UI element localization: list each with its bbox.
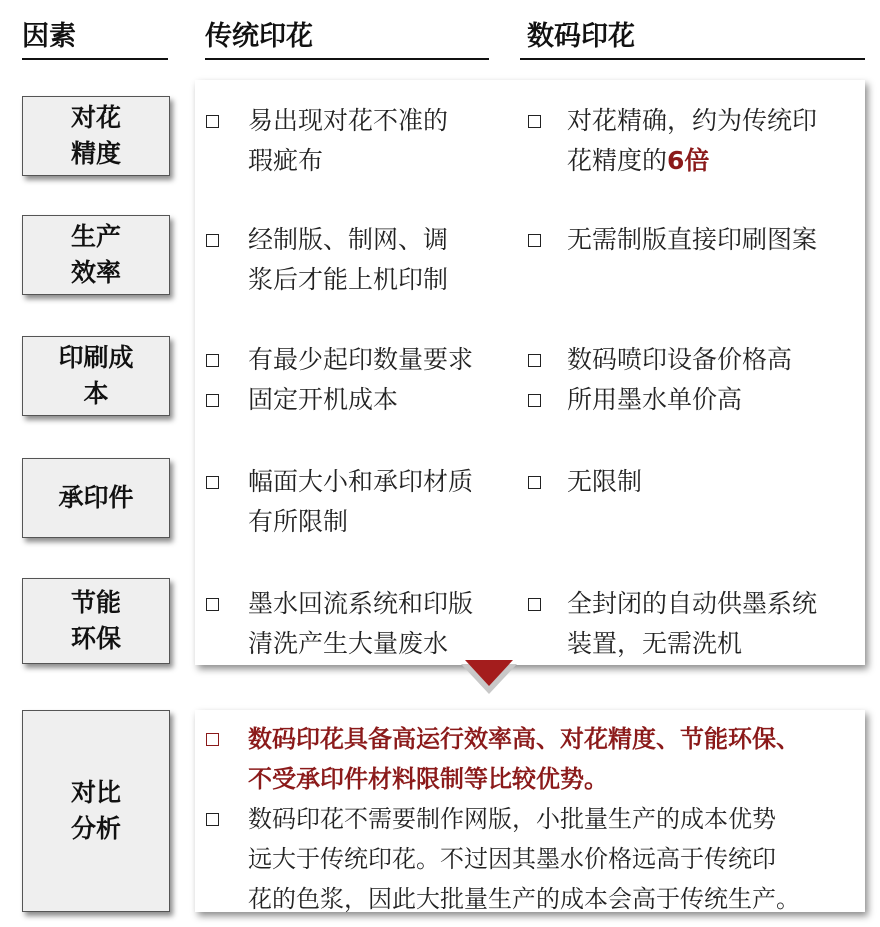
factor-printing-cost: 印刷成 本: [22, 336, 170, 416]
digital-item: 所用墨水单价高: [567, 385, 743, 414]
factor-energy-environment: 节能 环保: [22, 578, 170, 664]
traditional-item: 墨水回流系统和印版: [248, 589, 474, 618]
factor-production-efficiency: 生产 效率: [22, 215, 170, 295]
highlight-six-times: 6倍: [667, 146, 710, 175]
header-traditional: 传统印花: [205, 21, 313, 52]
analysis-point-2: 数码印花不需要制作网版，小批量生产的成本优势: [248, 805, 776, 833]
traditional-item: 幅面大小和承印材质: [248, 467, 474, 496]
digital-item: 数码喷印设备价格高: [567, 345, 793, 374]
digital-item-text: 花精度的: [567, 146, 668, 175]
traditional-item: 有最少起印数量要求: [248, 345, 474, 374]
bullet-checkbox: [206, 598, 219, 611]
bullet-checkbox: [528, 476, 541, 489]
traditional-item: 易出现对花不准的: [248, 106, 449, 135]
analysis-point-2: 远大于传统印花。不过因其墨水价格远高于传统印: [248, 845, 776, 873]
traditional-item: 浆后才能上机印制: [248, 265, 449, 294]
analysis-point-1: 数码印花具备高运行效率高、对花精度、节能环保、: [248, 725, 800, 753]
bullet-checkbox: [206, 476, 219, 489]
digital-item: 装置，无需洗机: [567, 629, 743, 658]
factor-comparative-analysis: 对比 分析: [22, 710, 170, 912]
bullet-checkbox: [206, 234, 219, 247]
digital-item: 无需制版直接印刷图案: [567, 225, 818, 254]
factor-alignment-precision: 对花 精度: [22, 96, 170, 176]
digital-item: 无限制: [567, 467, 643, 496]
bullet-checkbox: [528, 354, 541, 367]
down-arrow-icon: [465, 660, 513, 686]
bullet-checkbox: [528, 394, 541, 407]
header-digital: 数码印花: [527, 21, 635, 52]
analysis-point-2: 花的色浆，因此大批量生产的成本会高于传统生产。: [248, 885, 800, 913]
bullet-checkbox: [528, 115, 541, 128]
bullet-checkbox: [528, 234, 541, 247]
bullet-checkbox: [206, 115, 219, 128]
factor-substrate: 承印件: [22, 458, 170, 538]
bullet-checkbox: [206, 733, 219, 746]
bullet-checkbox: [206, 354, 219, 367]
digital-item: 全封闭的自动供墨系统: [567, 589, 818, 618]
bullet-checkbox: [206, 394, 219, 407]
bullet-checkbox: [206, 813, 219, 826]
header-divider-traditional: [205, 58, 489, 60]
traditional-item: 固定开机成本: [248, 385, 399, 414]
header-divider-digital: [520, 58, 865, 60]
digital-item: 对花精确，约为传统印: [567, 106, 818, 135]
header-divider-factor: [22, 58, 168, 60]
traditional-item: 瑕疵布: [248, 146, 324, 175]
digital-item: [567, 141, 709, 181]
bullet-checkbox: [528, 598, 541, 611]
analysis-point-1: 不受承印件材料限制等比较优势。: [248, 765, 608, 793]
header-factor: 因素: [22, 21, 76, 52]
traditional-item: 有所限制: [248, 507, 349, 536]
traditional-item: 清洗产生大量废水: [248, 629, 449, 658]
traditional-item: 经制版、制网、调: [248, 225, 449, 254]
